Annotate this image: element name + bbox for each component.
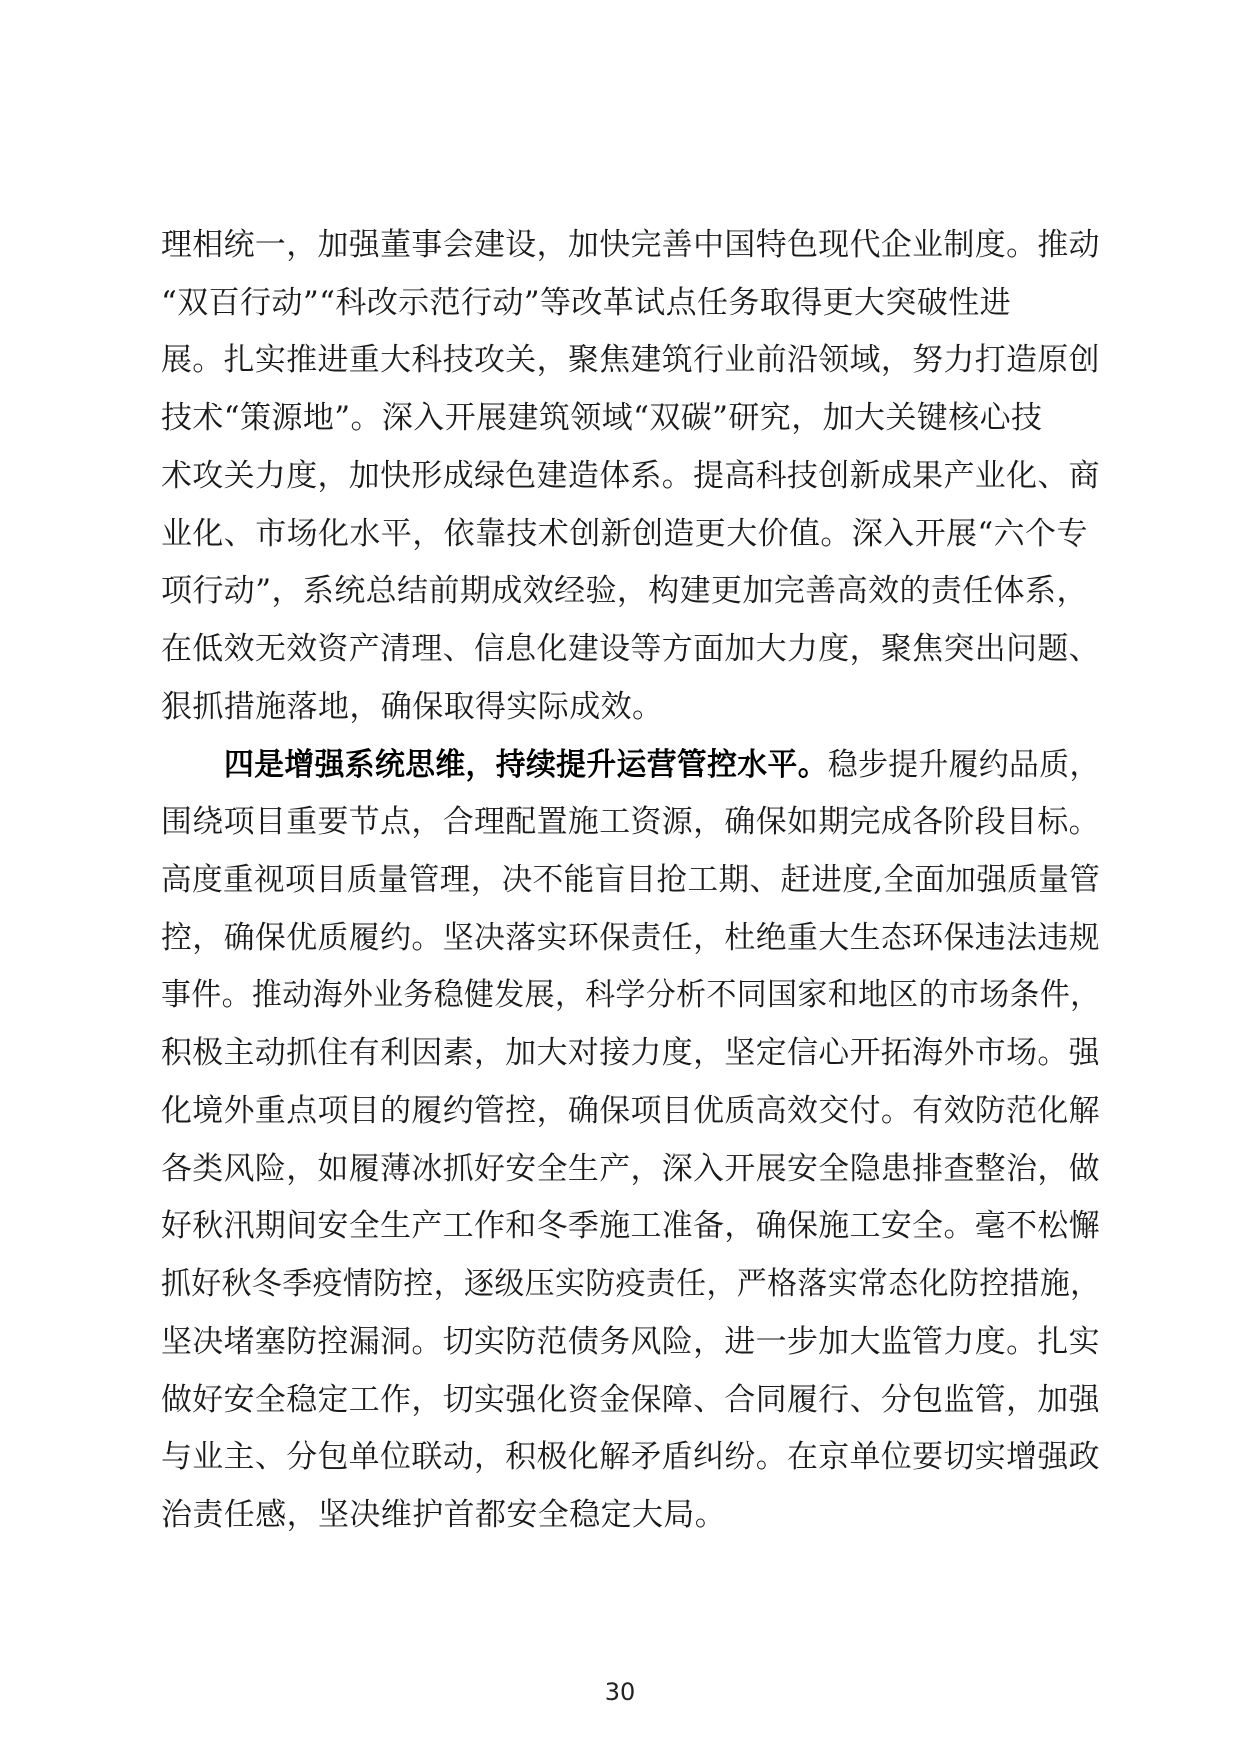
text-line: 做好安全稳定工作，切实强化资金保障、合同履行、分包监管，加强 bbox=[161, 1382, 1100, 1418]
text-line: 好秋汛期间安全生产工作和冬季施工准备，确保施工安全。毫不松懈 bbox=[161, 1208, 1100, 1244]
text-line: 积极主动抓住有利因素，加大对接力度，坚定信心开拓海外市场。强 bbox=[161, 1035, 1100, 1071]
text-line: 在低效无效资产清理、信息化建设等方面加大力度，聚焦突出问题、 bbox=[161, 631, 1100, 667]
paragraph-text: 稳步提升履约品质， bbox=[827, 747, 1100, 783]
text-line: 与业主、分包单位联动，积极化解矛盾纠纷。在京单位要切实增强政 bbox=[161, 1439, 1100, 1475]
text-line: 事件。推动海外业务稳健发展，科学分析不同国家和地区的市场条件， bbox=[161, 977, 1101, 1013]
text-line: 高度重视项目质量管理，决不能盲目抢工期、赶进度,全面加强质量管 bbox=[161, 862, 1101, 898]
page-number: 30 bbox=[604, 1678, 636, 1706]
text-line: 业化、市场化水平，依靠技术创新创造更大价值。深入开展“六个专 bbox=[161, 516, 1088, 552]
text-line: 展。扎实推进重大科技攻关，聚焦建筑行业前沿领域，努力打造原创 bbox=[161, 342, 1100, 378]
text-line: 术攻关力度，加快形成绿色建造体系。提高科技创新成果产业化、商 bbox=[161, 458, 1100, 494]
text-line: 理相统一，加强董事会建设，加快完善中国特色现代企业制度。推动 bbox=[161, 227, 1100, 263]
paragraph-first-line bbox=[224, 745, 1100, 785]
paragraph-heading: 四是增强系统思维，持续提升运营管控水平。 bbox=[224, 747, 828, 783]
text-line: 技术“策源地”。深入开展建筑领域“双碳”研究，加大关键核心技 bbox=[161, 400, 1043, 436]
text-line: “双百行动”“科改示范行动”等改革试点任务取得更大突破性进 bbox=[161, 285, 1011, 321]
text-line: 围绕项目重要节点，合理配置施工资源，确保如期完成各阶段目标。 bbox=[161, 804, 1100, 840]
text-line: 坚决堵塞防控漏洞。切实防范债务风险，进一步加大监管力度。扎实 bbox=[161, 1324, 1100, 1360]
text-line: 狠抓措施落地，确保取得实际成效。 bbox=[161, 689, 664, 725]
text-line: 控，确保优质履约。坚决落实环保责任，杜绝重大生态环保违法违规 bbox=[161, 920, 1100, 956]
text-line: 各类风险，如履薄冰抓好安全生产，深入开展安全隐患排查整治，做 bbox=[161, 1151, 1100, 1187]
text-line: 化境外重点项目的履约管控，确保项目优质高效交付。有效防范化解 bbox=[161, 1093, 1100, 1129]
text-line: 项行动”，系统总结前期成效经验，构建更加完善高效的责任体系， bbox=[161, 573, 1088, 609]
text-line: 抓好秋冬季疫情防控，逐级压实防疫责任，严格落实常态化防控措施， bbox=[161, 1266, 1101, 1302]
text-line: 治责任感，坚决维护首都安全稳定大局。 bbox=[161, 1497, 727, 1533]
